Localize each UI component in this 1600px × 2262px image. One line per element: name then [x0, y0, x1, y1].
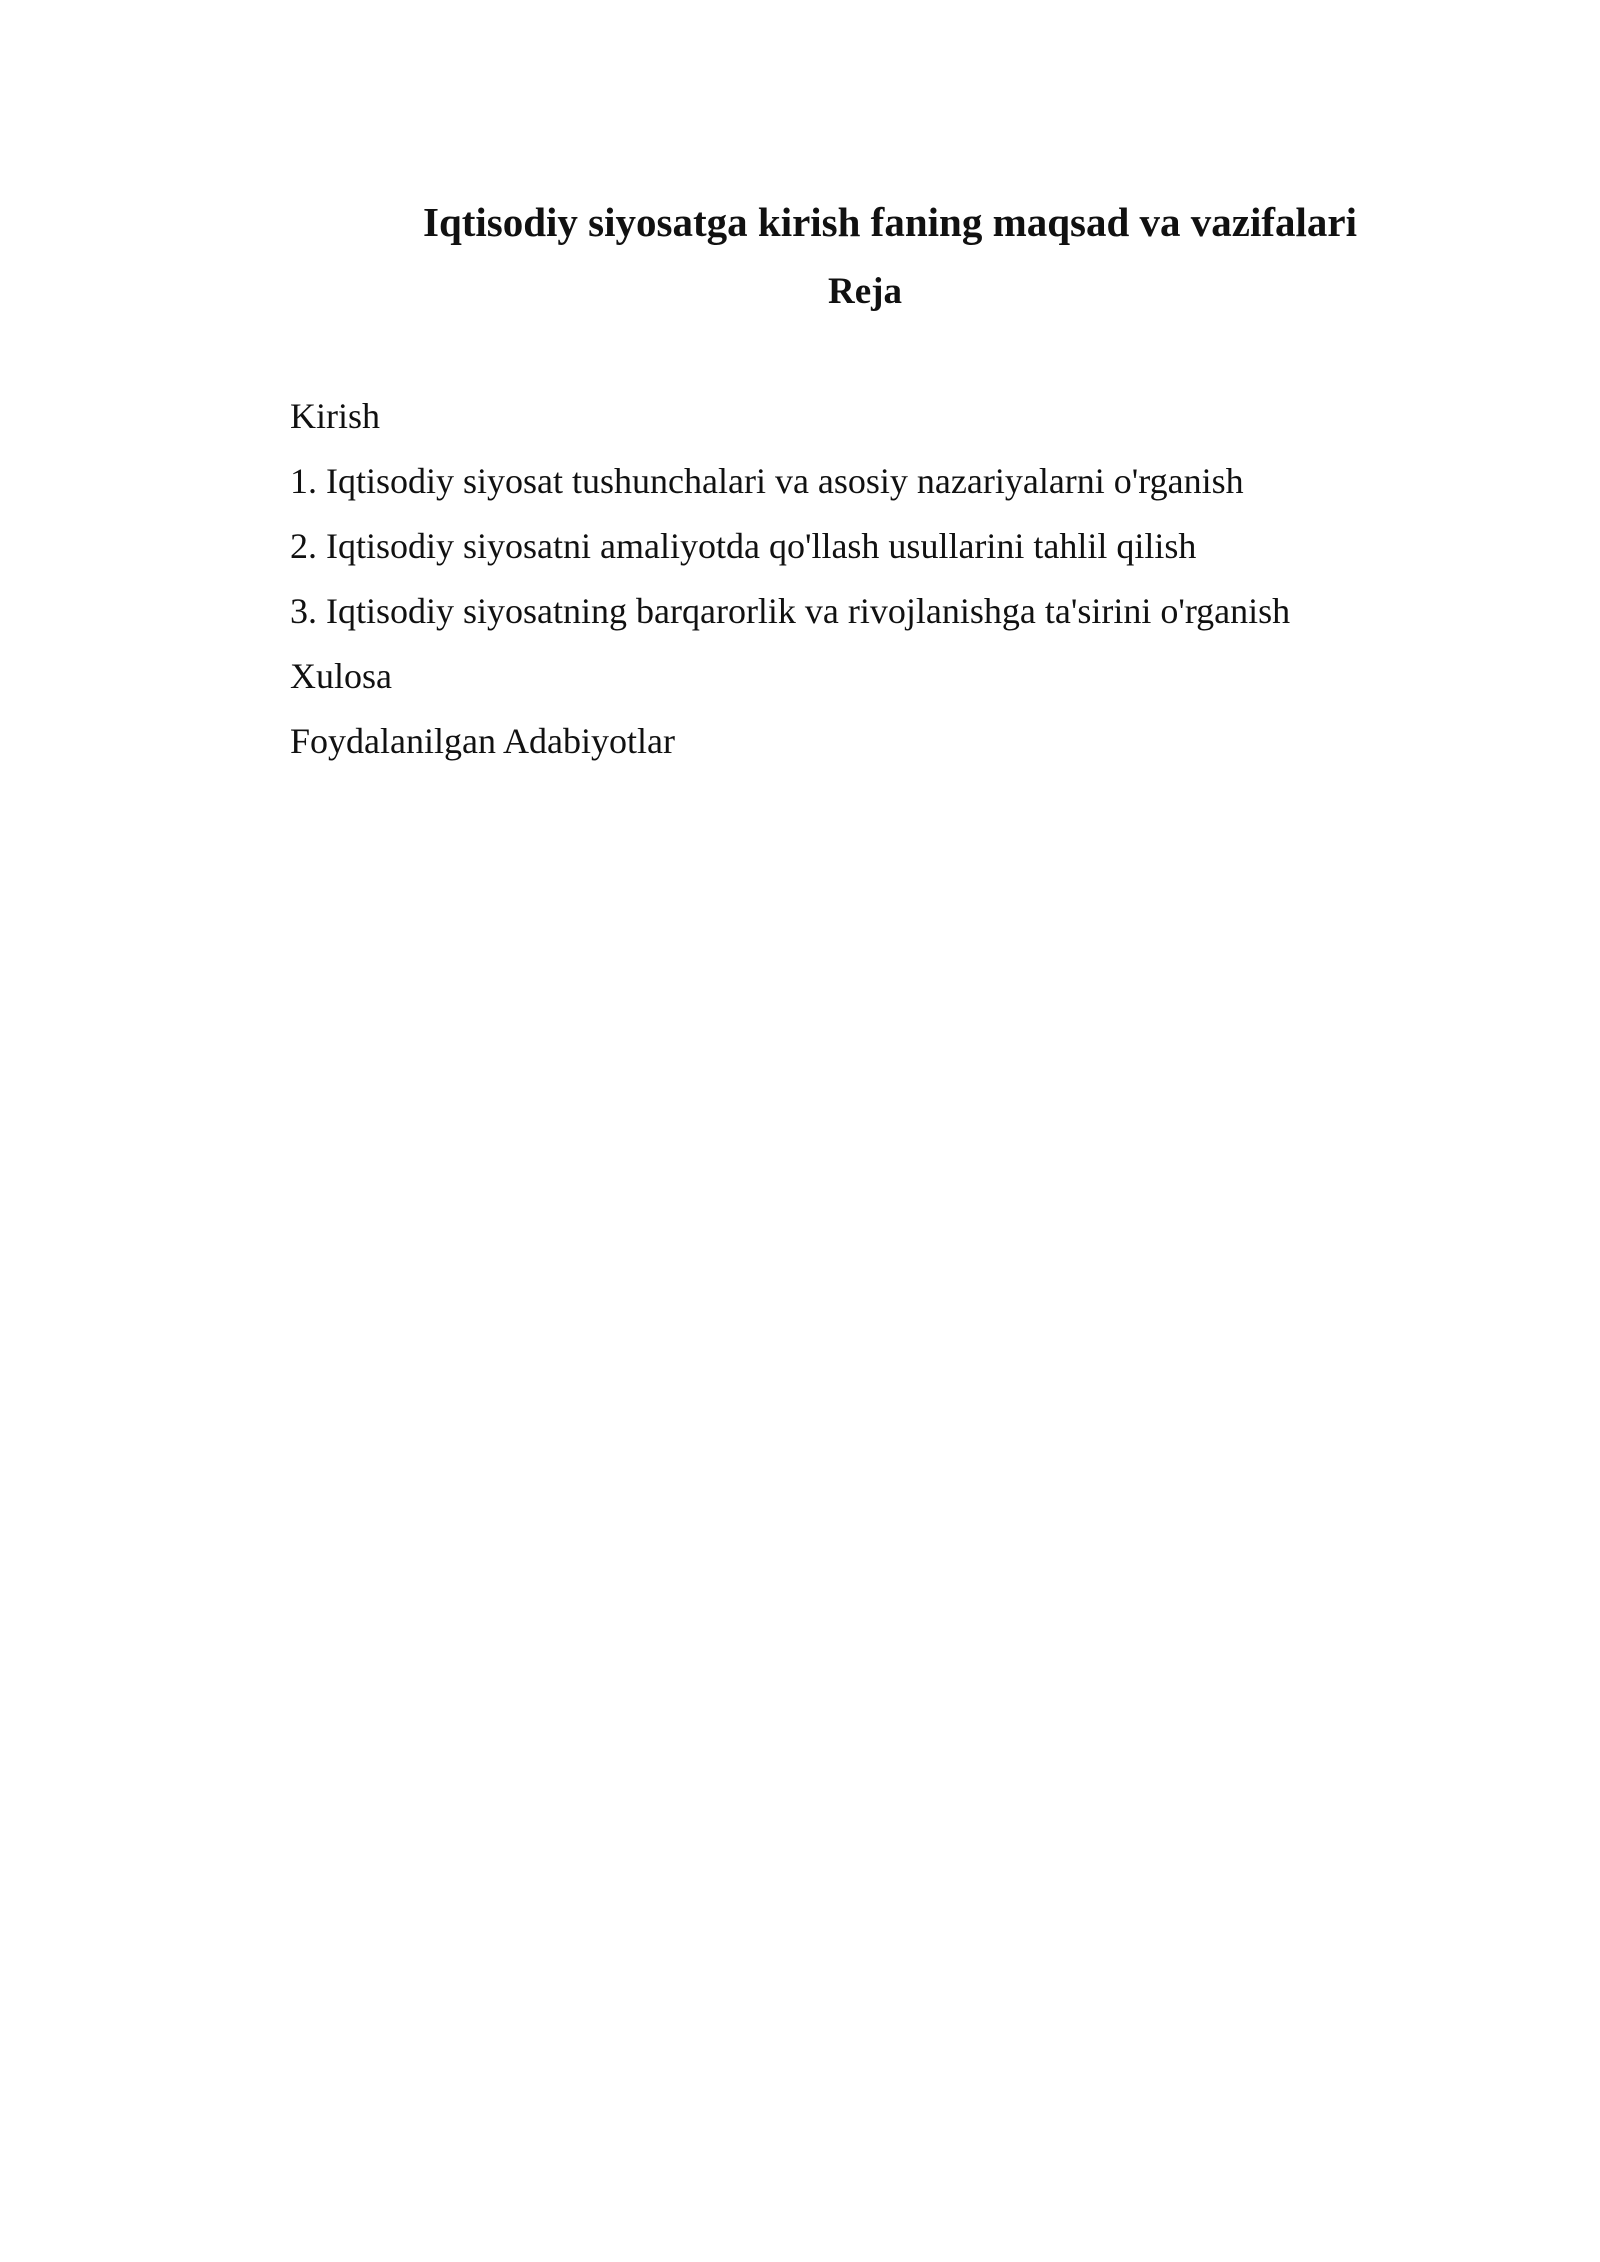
plan-item-1: 1. Iqtisodiy siyosat tushunchalari va asosiy nazariyalarni o'rganish [290, 461, 1244, 501]
plan-list [290, 384, 1440, 774]
plan-item-references: Foydalanilgan Adabiyotlar [290, 721, 675, 761]
plan-item-3: 3. Iqtisodiy siyosatning barqarorlik va rivojlanishga ta'sirini o'rganish [290, 591, 1291, 631]
plan-item-introduction: Kirish [290, 396, 380, 436]
plan-item-2: 2. Iqtisodiy siyosatni amaliyotda qo'llash usullarini tahlil qilish [290, 526, 1197, 566]
plan-heading: Reja [828, 271, 902, 312]
plan-item-conclusion: Xulosa [290, 656, 392, 696]
document-title: Iqtisodiy siyosatga kirish faning maqsad va vazifalari [422, 199, 1358, 245]
